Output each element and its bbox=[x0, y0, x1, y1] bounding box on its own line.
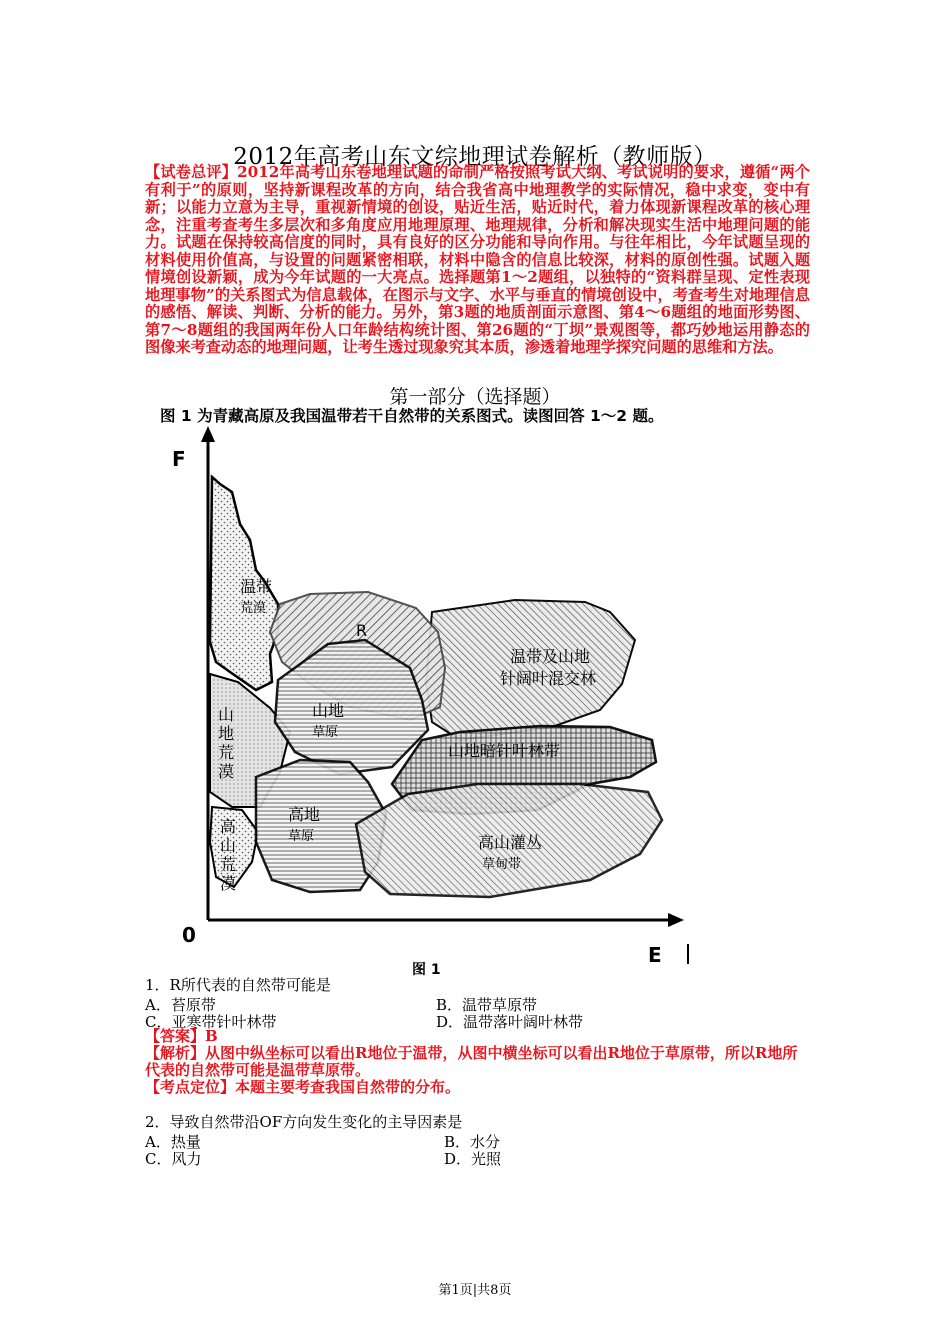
label-temperate-1: 温带 bbox=[240, 577, 273, 596]
label-plateau-1: 高地 bbox=[288, 805, 321, 824]
part-heading: 第一部分（选择题） bbox=[389, 386, 561, 408]
q2-option-d: D．光照 bbox=[444, 1150, 502, 1168]
page-footer: 第1页|共8页 bbox=[438, 1283, 512, 1298]
page-title: 2012年高考山东文综地理试卷解析（教师版） bbox=[233, 144, 717, 170]
q2-stem: 2．导致自然带沿OF方向发生变化的主导因素是 bbox=[145, 1113, 463, 1131]
label-r: R bbox=[356, 621, 368, 640]
figure-1 bbox=[160, 422, 720, 982]
origin-label: 0 bbox=[182, 923, 196, 947]
label-dark-conifer: 山地暗针叶林带 bbox=[448, 741, 561, 760]
q1-stem: 1．R所代表的自然带可能是 bbox=[145, 976, 331, 994]
label-alpine-desert: 高山荒漠 bbox=[220, 817, 237, 893]
axis-e-label: E bbox=[648, 943, 662, 967]
x-axis-arrow bbox=[668, 913, 684, 927]
q1-option-d: D．温带落叶阔叶林带 bbox=[436, 1013, 584, 1031]
label-mountain-1: 山地 bbox=[312, 701, 345, 720]
axis-f-label: F bbox=[172, 447, 186, 471]
q2-option-a: A．热量 bbox=[145, 1133, 201, 1151]
q1-analysis: 【解析】从图中纵坐标可以看出R地位于温带，从图中横坐标可以看出R地位于草原带，所以R地所代表的自然带可能是温带草原带。 bbox=[145, 1044, 798, 1079]
q1-option-a: A．苔原带 bbox=[145, 996, 216, 1014]
label-mountain-desert: 山地荒漠 bbox=[218, 705, 235, 781]
label-temperate-2: 荒漠 bbox=[240, 601, 267, 616]
q2-option-b: B．水分 bbox=[444, 1133, 501, 1151]
q1-option-c: C．亚寒带针叶林带 bbox=[145, 1013, 277, 1031]
y-axis-arrow bbox=[201, 426, 215, 442]
figure-caption: 图 1 为青藏高原及我国温带若干自然带的关系图式。读图回答 1～2 题。 bbox=[160, 407, 664, 425]
zone-diagram bbox=[160, 422, 720, 982]
q1-answer: 【答案】B bbox=[145, 1027, 218, 1045]
paper-summary: 【试卷总评】2012年高考山东卷地理试题的命制严格按照考试大纲、考试说明的要求，遵循“两个有利于”的原则，坚持新课程改革的方向，结合我省高中地理教学的实际情况，稳中求变，变中有新；以能力立意为主导，重视新情境的创设，贴近生活，贴近时代，着力体现新课程改革的核心理念，注重考查考生多层次和多角度应用地理原理、地理规律，分析和解决现实生活中地理问题的能力。试题在保持较高信度的同时，具有良好的区分功能和导向作用。与往年相比，今年试题呈现的材料使用价值高，与设置的问题紧密相联，材料中隐含的信息比较深，材料的原创性强。试题入题情境创设新颖，成为今年试题的一大亮点。选择题第1～2题组，以独特的“资料群呈现、定性表现地理事物”的关系图式为信息载体，在图示与文字、水平与垂直的情境创设中，考查考生对地理信息的感悟、解读、判断、分析的能力。另外，第3题的地质剖面示意图、第4～6题组的地面形势图、第7～8题组的我国两年份人口年龄结构统计图、第26题的“丁坝”景观图等，都巧妙地运用静态的图像来考查动态的地理问题，让考生透过现象究其本质，渗透着地理学探究问题的思维和方法。 bbox=[145, 163, 810, 356]
label-alpine-shrub-1: 高山灌丛 bbox=[478, 833, 543, 852]
label-mixed-1: 温带及山地 bbox=[510, 647, 591, 666]
label-mixed-2: 针阔叶混交林 bbox=[500, 669, 597, 688]
label-mountain-2: 草原 bbox=[312, 725, 339, 740]
q1-point: 【考点定位】本题主要考查我国自然带的分布。 bbox=[145, 1078, 461, 1096]
label-alpine-shrub-2: 草甸带 bbox=[482, 857, 522, 872]
label-plateau-2: 草原 bbox=[288, 829, 315, 844]
q1-option-b: B．温带草原带 bbox=[436, 996, 538, 1014]
figure-number: 图 1 bbox=[412, 962, 441, 978]
q2-option-c: C．风力 bbox=[145, 1150, 202, 1168]
